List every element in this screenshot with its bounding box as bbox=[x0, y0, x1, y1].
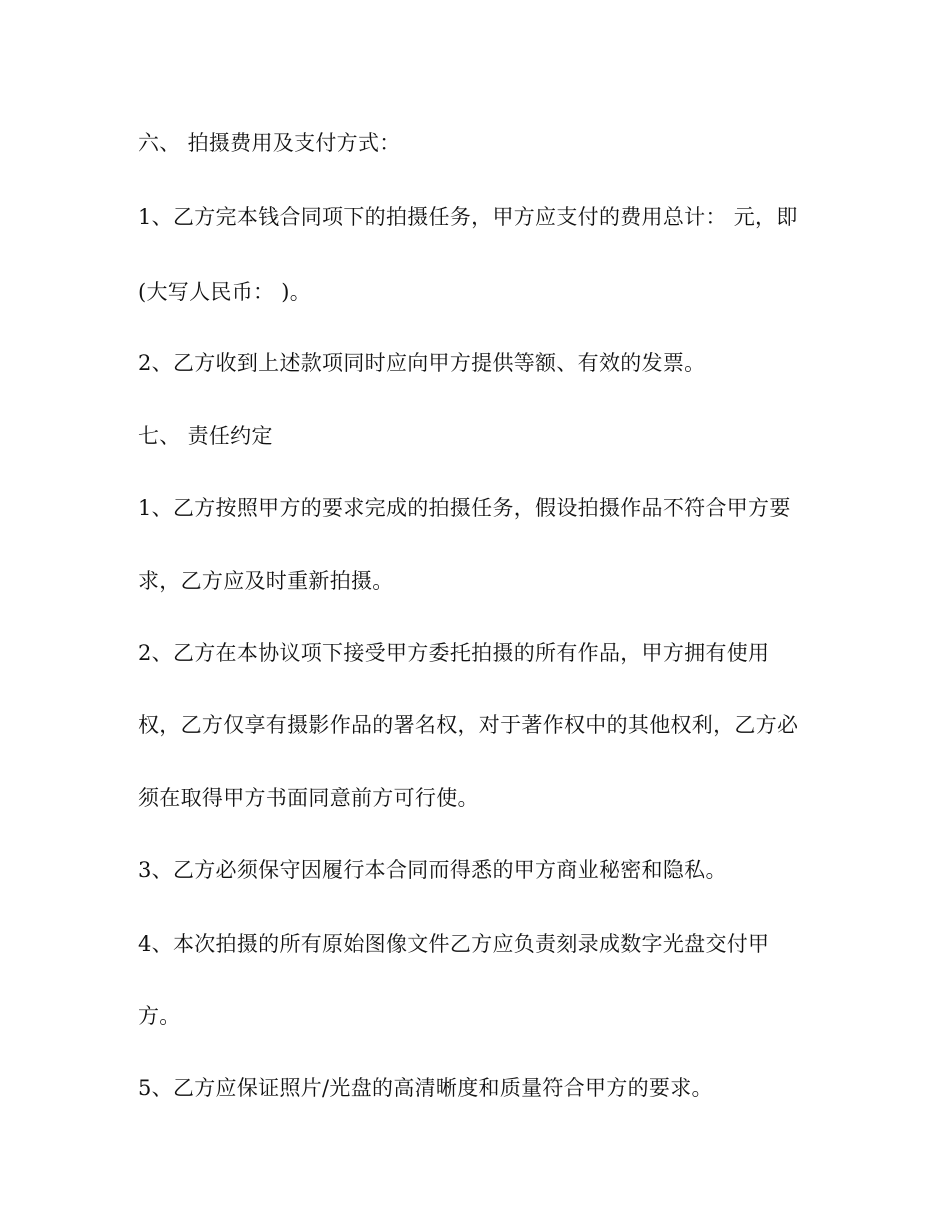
paragraph-line: (大写人民币： )。 bbox=[138, 280, 312, 304]
paragraph-line: 须在取得甲方书面同意前方可行使。 bbox=[138, 786, 479, 810]
paragraph-line: 5、乙方应保证照片/光盘的高清晰度和质量符合甲方的要求。 bbox=[138, 1076, 713, 1100]
paragraph-line: 2、乙方在本协议项下接受甲方委托拍摄的所有作品，甲方拥有使用 bbox=[138, 641, 770, 665]
paragraph-line: 方。 bbox=[138, 1004, 181, 1028]
section-heading-payment: 六、 拍摄费用及支付方式： bbox=[138, 131, 401, 155]
section-heading-responsibility: 七、 责任约定 bbox=[138, 424, 273, 448]
paragraph-line: 3、乙方必须保守因履行本合同而得悉的甲方商业秘密和隐私。 bbox=[138, 858, 727, 882]
paragraph-line: 1、乙方按照甲方的要求完成的拍摄任务，假设拍摄作品不符合甲方要 bbox=[138, 496, 791, 520]
paragraph-line: 2、乙方收到上述款项同时应向甲方提供等额、有效的发票。 bbox=[138, 351, 706, 375]
paragraph-line: 权，乙方仅享有摄影作品的署名权，对于著作权中的其他权利，乙方必 bbox=[138, 713, 799, 737]
paragraph-line: 1、乙方完本钱合同项下的拍摄任务，甲方应支付的费用总计： 元，即 bbox=[138, 205, 798, 229]
paragraph-line: 4、本次拍摄的所有原始图像文件乙方应负责刻录成数字光盘交付甲 bbox=[138, 932, 770, 956]
paragraph-line: 求，乙方应及时重新拍摄。 bbox=[138, 569, 394, 593]
